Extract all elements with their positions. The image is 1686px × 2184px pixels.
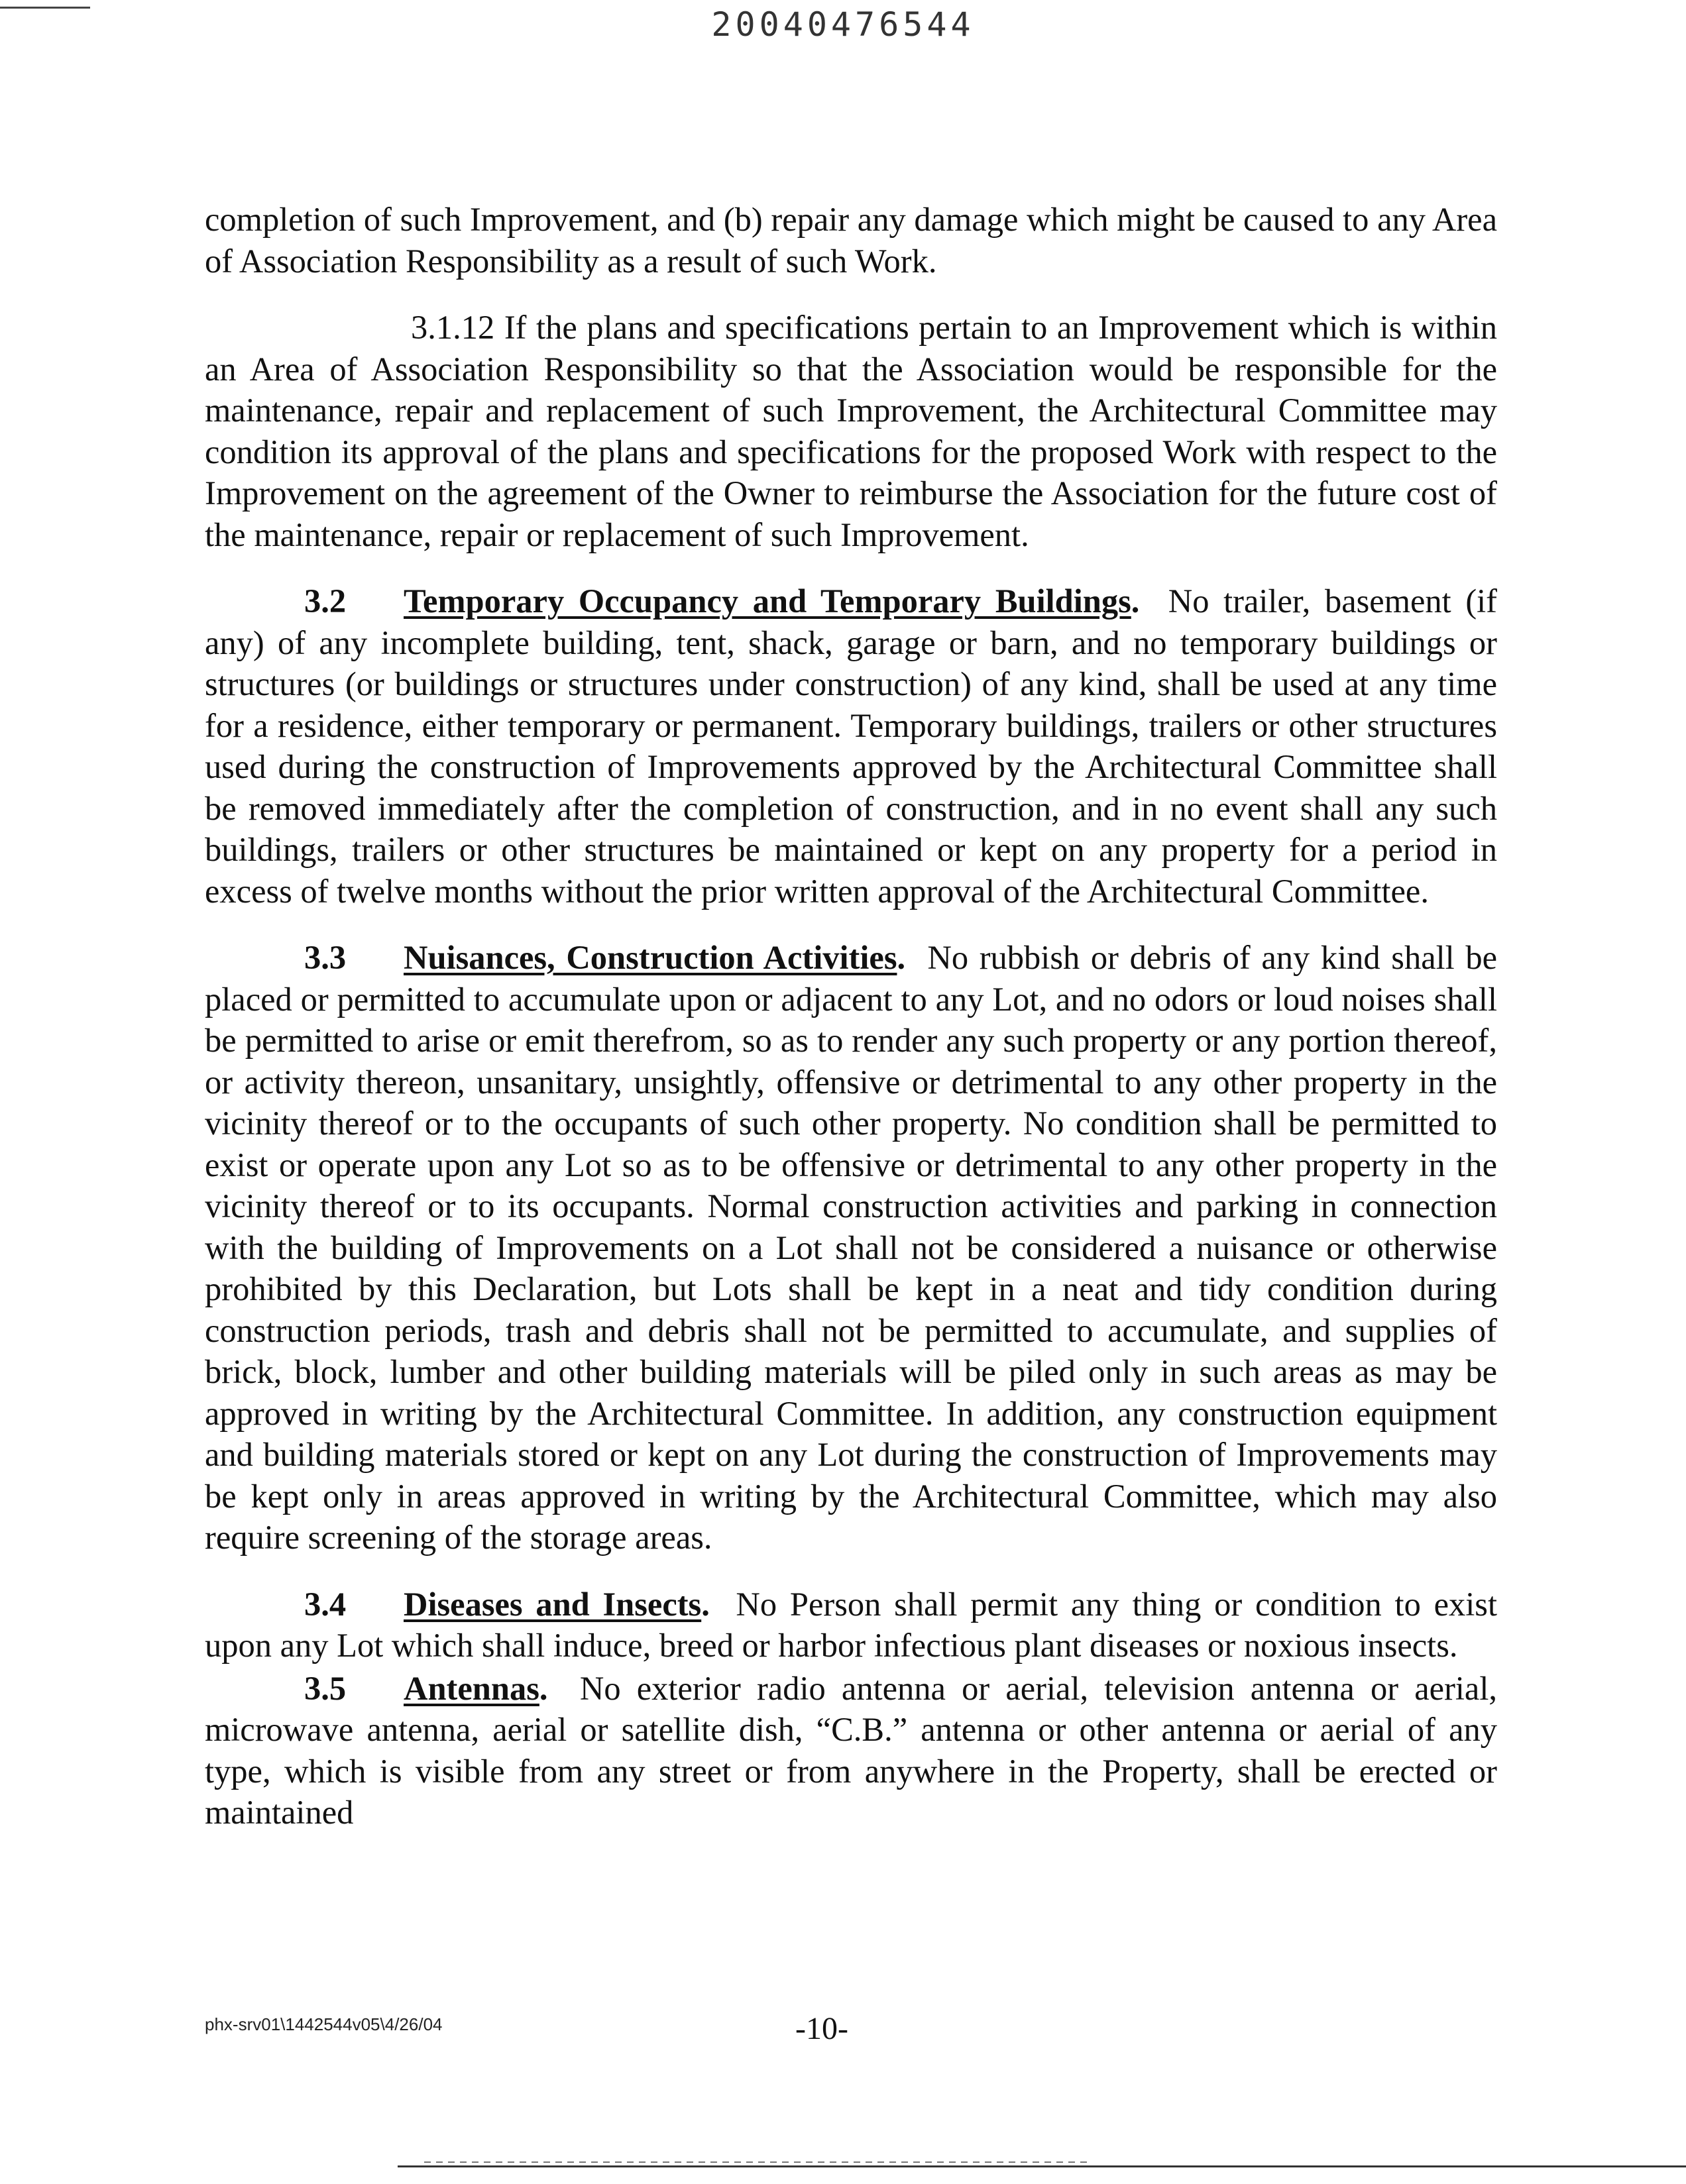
section-title: Nuisances, Construction Activities: [404, 939, 897, 976]
footer-document-id: phx-srv01\1442544v05\4/26/04: [205, 2014, 443, 2034]
section-body: No trailer, basement (if any) of any incomplete building, tent, shack, garage or barn, and no temporary buildings or structures (or buildings or structures under construction) of any kind, shall be used at any time for a residence, either temporary or permanent. Temporary buildings, trailers or other structures used during the construction of Improvements approved by the Architectural Committee shall be removed immediately after the completion of construction, and in no event shall any such buildings, trailers or other structures be maintained or kept on any property for a period in excess of twelve months without the prior written approval of the Architectural Committee.: [205, 582, 1497, 910]
section-3-5: 3.5 Antennas. No exterior radio antenna or aerial, television antenna or aerial, microwave antenna, aerial or satellite dish, “C.B.” antenna or other antenna or aerial of any type, which is visible from any street or from anywhere in the Property, shall be erected or maintained: [205, 1668, 1497, 1833]
section-3-2: 3.2 Temporary Occupancy and Temporary Buildings. No trailer, basement (if any) of any incomplete building, tent, shack, garage or barn, and no temporary buildings or structures (or buildings or structures under construction) of any kind, shall be used at any time for a residence, either temporary or permanent. Temporary buildings, trailers or other structures used during the construction of Improvements approved by the Architectural Committee shall be removed immediately after the completion of construction, and in no event shall any such buildings, trailers or other structures be maintained or kept on any property for a period in excess of twelve months without the prior written approval of the Architectural Committee.: [205, 580, 1497, 912]
section-number: 3.5: [304, 1669, 347, 1707]
section-title: Antennas: [404, 1669, 539, 1707]
section-title: Diseases and Insects: [404, 1585, 702, 1623]
recording-number: 20040476544: [711, 5, 975, 44]
section-body: No rubbish or debris of any kind shall be placed or permitted to accumulate upon or adjacent to any Lot, and no odors or loud noises shall be permitted to arise or emit therefrom, so as to render any such property or any portion thereof, or activity thereon, unsanitary, unsightly, offensive or detrimental to any other property in the vicinity thereof or to the occupants of such other property. No condition shall be permitted to exist or operate upon any Lot so as to be offensive or detrimental to any other property in the vicinity thereof or to its occupants. Normal construction activities and parking in connection with the building of Improvements on a Lot shall not be considered a nuisance or otherwise prohibited by this Declaration, but Lots shall be kept in a neat and tidy condition during construction periods, trash and debris shall not be permitted to accumulate, and supplies of brick, block, lumber and other building materials will be piled only in such areas as may be approved in writing by the Architectural Committee. In addition, any construction equipment and building materials stored or kept on any Lot during the construction of Improvements may be kept only in areas approved in writing by the Architectural Committee, which may also require screening of the storage areas.: [205, 939, 1497, 1556]
section-number: 3.3: [304, 939, 347, 976]
paragraph-3-1-12: 3.1.12 If the plans and specifications pertain to an Improvement which is within an Area of Association Responsibility so that the Association would be responsible for the maintenance, repair and replacement of such Improvement, the Architectural Committee may condition its approval of the plans and specifications for the proposed Work with respect to the Improvement on the agreement of the Owner to reimburse the Association for the future cost of the maintenance, repair or replacement of such Improvement.: [205, 309, 1497, 553]
paragraph-continuation: completion of such Improvement, and (b) repair any damage which might be caused to any Area of Association Responsibility as a result of such Work.: [205, 201, 1497, 280]
bottom-dashed-rule: [424, 2161, 1087, 2163]
section-3-4: 3.4 Diseases and Insects. No Person shall permit any thing or condition to exist upon any Lot which shall induce, breed or harbor infectious plant diseases or noxious insects.: [205, 1584, 1497, 1666]
section-number: 3.4: [304, 1585, 347, 1623]
section-3-3: 3.3 Nuisances, Construction Activities. No rubbish or debris of any kind shall be placed or permitted to accumulate upon or adjacent to any Lot, and no odors or loud noises shall be permitted to arise or emit therefrom, so as to render any such property or any portion thereof, or activity thereon, unsanitary, unsightly, offensive or detrimental to any other property in the vicinity thereof or to the occupants of such other property. No condition shall be permitted to exist or operate upon any Lot so as to be offensive or detrimental to any other property in the vicinity thereof or to its occupants. Normal construction activities and parking in connection with the building of Improvements on a Lot shall not be considered a nuisance or otherwise prohibited by this Declaration, but Lots shall be kept in a neat and tidy condition during construction periods, trash and debris shall not be permitted to accumulate, and supplies of brick, block, lumber and other building materials will be piled only in such areas as may be approved in writing by the Architectural Committee. In addition, any construction equipment and building materials stored or kept on any Lot during the construction of Improvements may be kept only in areas approved in writing by the Architectural Committee, which may also require screening of the storage areas.: [205, 937, 1497, 1558]
section-title: Temporary Occupancy and Temporary Buildings: [404, 582, 1131, 620]
page-body: [205, 199, 1497, 1833]
section-body: No exterior radio antenna or aerial, television antenna or aerial, microwave antenna, aerial or satellite dish, “C.B.” antenna or other antenna or aerial of any type, which is visible from any street or from anywhere in the Property, shall be erected or maintained: [205, 1669, 1498, 1831]
page-number: -10-: [795, 2011, 848, 2046]
section-body: No Person shall permit any thing or condition to exist upon any Lot which shall induce, breed or harbor infectious plant diseases or noxious insects.: [205, 1585, 1497, 1664]
section-number: 3.2: [304, 582, 347, 620]
bottom-rule: [398, 2165, 1686, 2167]
